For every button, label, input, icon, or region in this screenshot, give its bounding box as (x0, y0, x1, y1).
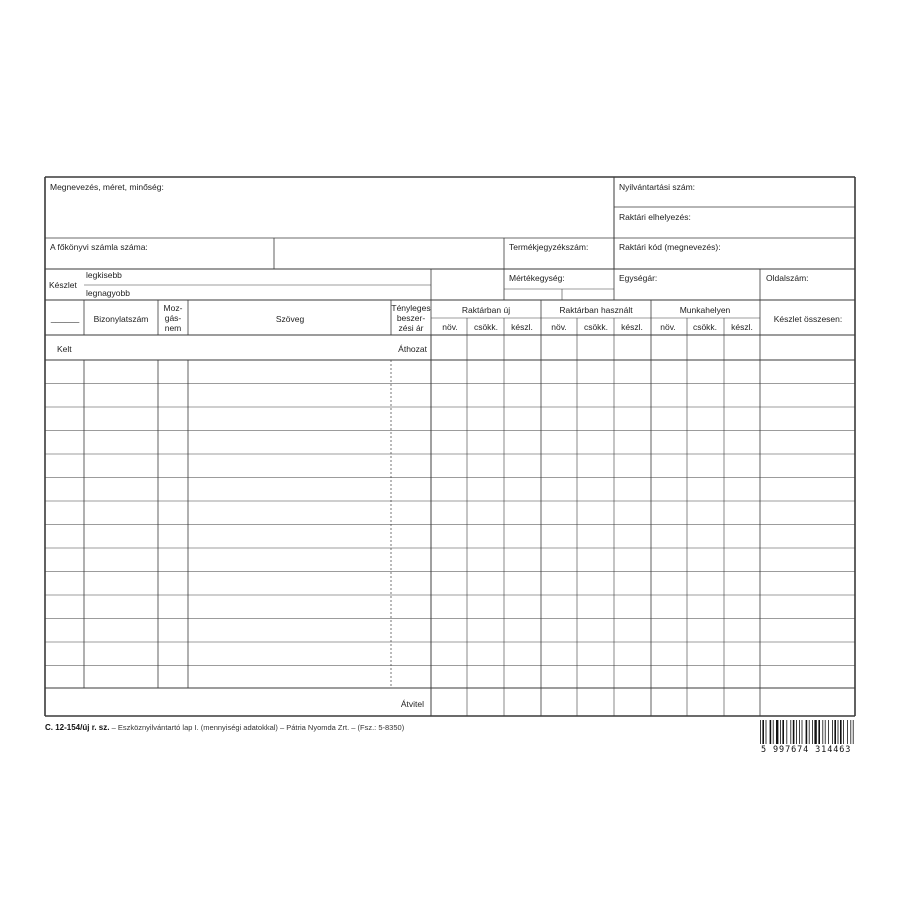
munkahelyen-header: Munkahelyen (679, 305, 731, 315)
bizonylatszam-header: Bizonylatszám (93, 314, 149, 324)
blank-column-header: ______ (50, 313, 80, 323)
barcode-bar (847, 720, 848, 744)
barcode-bar (766, 720, 767, 744)
legnagyobb-label: legnagyobb (86, 288, 130, 298)
megnevezes-label: Megnevezés, méret, minőség: (50, 182, 164, 192)
barcode-bar (840, 720, 842, 744)
barcode-bar (853, 720, 854, 744)
legkisebb-label: legkisebb (86, 270, 122, 280)
form-code: C. 12-154/új r. sz. (45, 723, 110, 732)
barcode-bar (770, 720, 772, 744)
mozgasnem-header-line3: nem (164, 323, 182, 333)
munkahelyen-csokk-header: csökk. (692, 322, 718, 332)
barcode-bar (832, 720, 833, 744)
keszlet-label: Készlet (49, 280, 77, 290)
form-description: – Eszköznyilvántartó lap I. (mennyiségi adatokkal) – Pátria Nyomda Zrt. – (Fsz.: 5-8350) (109, 723, 405, 732)
barcode-bar (773, 720, 774, 744)
barcode-number: 5 997674 314463 (761, 745, 852, 755)
hasznalt-csokk-header: csökk. (583, 322, 609, 332)
barcode-bar (799, 720, 800, 744)
barcode-bar (825, 720, 826, 744)
raktarban-uj-header: Raktárban új (461, 305, 511, 315)
barcode-bar (786, 720, 787, 744)
raktarban-hasznalt-header: Raktárban használt (559, 305, 633, 315)
athozat-label: Áthozat (398, 344, 427, 354)
barcode-bar (796, 720, 797, 744)
keszlet-osszesen-header: Készlet összesen: (773, 314, 843, 324)
fokonyvi-szamla-label: A főkönyvi számla száma: (50, 242, 148, 252)
barcode-bar (818, 720, 820, 744)
munkahelyen-keszl-header: készl. (731, 322, 753, 332)
barcode-bar (834, 720, 836, 744)
hasznalt-keszl-header: készl. (621, 322, 643, 332)
barcode-bar (776, 720, 778, 744)
barcode-bar (814, 720, 816, 744)
kelt-label: Kelt (57, 344, 72, 354)
barcode-bar (790, 720, 791, 744)
barcode-bar (760, 720, 761, 744)
barcode-bar (802, 720, 803, 744)
barcode-bar (780, 720, 781, 744)
hasznalt-nov-header: növ. (551, 322, 567, 332)
barcode-bar (806, 720, 808, 744)
egysegar-label: Egységár: (619, 273, 658, 283)
tenyleges-header-line2: beszer- (396, 313, 426, 323)
barcode-bar (822, 720, 823, 744)
barcode-bar (843, 720, 844, 744)
barcode-bar (782, 720, 784, 744)
barcode-bar (850, 720, 851, 744)
barcode-bar (809, 720, 810, 744)
atvitel-label: Átvitel (400, 699, 424, 709)
mertekegyseg-label: Mértékegység: (509, 273, 565, 283)
barcode-image (758, 720, 858, 746)
uj-nov-header: növ. (442, 322, 458, 332)
mozgasnem-header-line2: gás- (164, 313, 182, 323)
barcode-bar (793, 720, 795, 744)
barcode-bar (762, 720, 764, 744)
tenyleges-header-line1: Tényleges (391, 303, 431, 313)
termekjegyzekszam-label: Termékjegyzékszám: (509, 242, 589, 252)
mozgasnem-header-line1: Moz- (163, 303, 183, 313)
uj-keszl-header: készl. (511, 322, 533, 332)
oldalszam-label: Oldalszám: (766, 273, 809, 283)
barcode-bar (812, 720, 813, 744)
szoveg-header: Szöveg (275, 314, 305, 324)
raktari-kod-label: Raktári kód (megnevezés): (619, 242, 721, 252)
tenyleges-header-line3: zési ár (398, 323, 424, 333)
uj-csokk-header: csökk. (473, 322, 499, 332)
form-footer (45, 723, 404, 732)
munkahelyen-nov-header: növ. (660, 322, 676, 332)
barcode-bar (838, 720, 839, 744)
barcode-bar (828, 720, 829, 744)
raktari-elhelyezes-label: Raktári elhelyezés: (619, 212, 691, 222)
nyilvantartasi-szam-label: Nyilvántartási szám: (619, 182, 696, 192)
